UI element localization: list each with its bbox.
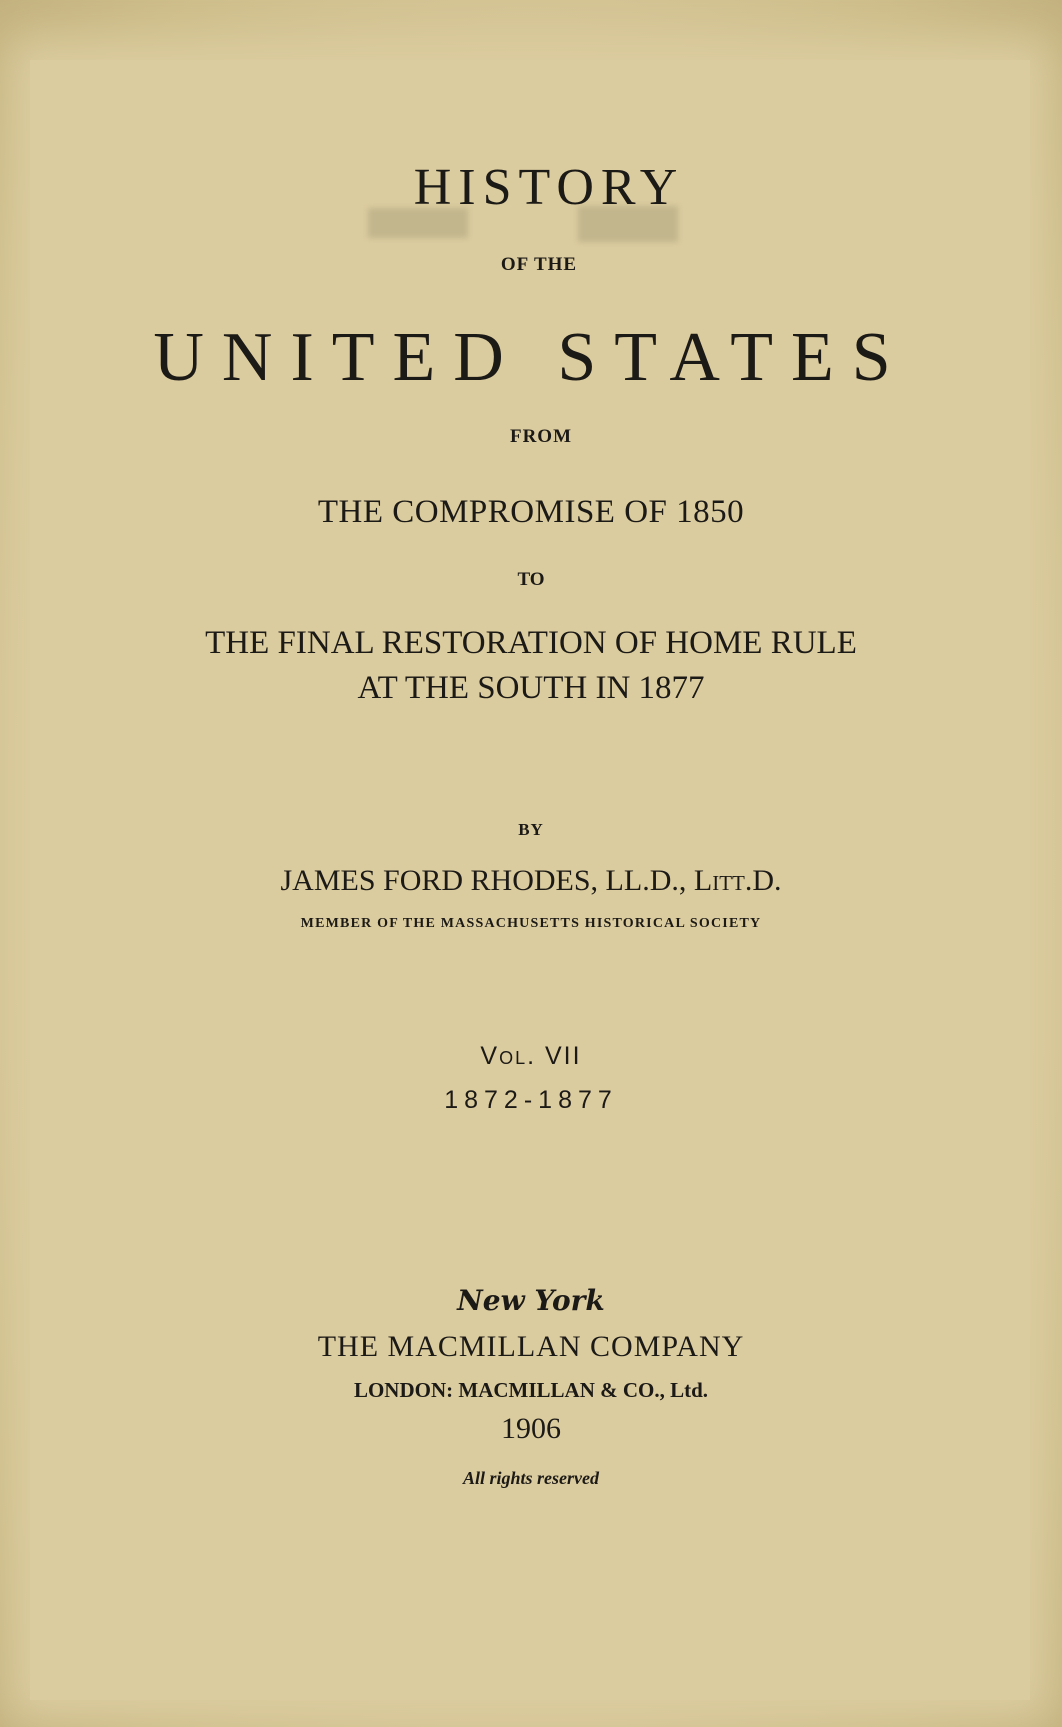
- subtitle-compromise: THE COMPROMISE OF 1850: [317, 494, 745, 530]
- rights-notice: All rights reserved: [462, 1468, 599, 1488]
- publication-year: 1906: [501, 1412, 561, 1445]
- title-of-the: OF THE: [500, 254, 578, 275]
- subtitle-from: FROM: [509, 426, 573, 447]
- subtitle-final-restoration: THE FINAL RESTORATION OF HOME RULE: [205, 625, 857, 661]
- publisher-london: LONDON: MACMILLAN & CO., Ltd.: [353, 1378, 709, 1402]
- author-name: JAMES FORD RHODES, LL.D.,: [280, 864, 694, 897]
- title-history: HISTORY: [413, 159, 685, 216]
- author-degree: Litt.D.: [693, 864, 782, 897]
- title-united-states: UNITED STATES: [153, 319, 909, 396]
- subtitle-south-1877: AT THE SOUTH IN 1877: [357, 670, 705, 706]
- volume-number: Vol. VII: [480, 1042, 582, 1070]
- subtitle-to: TO: [517, 569, 545, 590]
- author-line: [0, 864, 1062, 898]
- volume-years: 1872-1877: [444, 1086, 618, 1114]
- byline-by: BY: [518, 820, 544, 839]
- publisher-name: THE MACMILLAN COMPANY: [317, 1330, 745, 1363]
- author-membership: MEMBER OF THE MASSACHUSETTS HISTORICAL SOCIETY: [300, 916, 762, 931]
- imprint-city: New York: [457, 1284, 605, 1317]
